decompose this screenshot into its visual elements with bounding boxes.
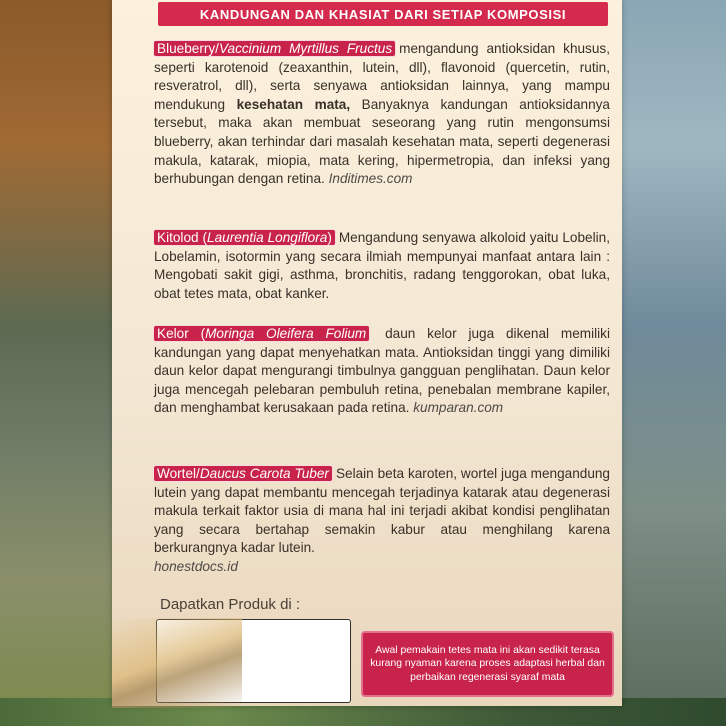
background-left xyxy=(0,0,112,726)
tag-latin-name: Laurentia Longiflora xyxy=(207,230,328,245)
tag-prefix: Blueberry/ xyxy=(157,41,219,56)
header-banner: KANDUNGAN DAN KHASIAT DARI SETIAP KOMPOSISI xyxy=(158,2,608,26)
ingredient-tag-blueberry xyxy=(154,41,395,56)
tag-latin-name: Vaccinium Myrtillus Fructus xyxy=(218,41,393,56)
source-citation: kumparan.com xyxy=(413,400,504,416)
source-citation: honestdocs.id xyxy=(154,558,238,574)
section-text: daun kelor juga dikenal memiliki kandungan yang dapat menyehatkan mata. Antioksidan tinggi yang dimiliki daun kelor dapat mengurangi timbulnya gangguan penglihatan. Daun kelor juga mencegah pelebaran pembuluh retina, penebalan membrane kapiler, dan menghambat kerusakaan pada retina. xyxy=(154,326,610,416)
section-text: Banyaknya kandungan antioksidannya tersebut, maka akan membuat seseorang yang rutin mengonsumsi blueberry, akan terhindar dari masalah kesehatan mata, seperti degenerasi makula, katarak, miopia, mata kering, hipermetropia, dan infeksi yang berhubungan dengan retina. xyxy=(154,96,610,187)
section-text: Selain beta karoten, wortel juga mengandung lutein yang dapat membantu mencegah terjadinya katarak atau degenerasi makula terkait faktor usia di mana hal ini terjadi akibat kondisi penglihatan yang secara bertahap semakin kabur atau menghilang karena berkurangnya kadar lutein. xyxy=(154,466,610,556)
tag-prefix: Wortel/ xyxy=(157,466,200,481)
usage-note-box xyxy=(361,631,614,697)
section-kitolod xyxy=(154,229,610,303)
section-kelor xyxy=(154,325,610,418)
section-wortel xyxy=(154,465,610,577)
watermark xyxy=(348,343,468,363)
product-location-box xyxy=(156,619,351,703)
ingredient-tag-wortel xyxy=(154,466,332,481)
tag-prefix: Kelor ( xyxy=(157,326,206,341)
ingredient-tag-kelor xyxy=(154,326,369,341)
ingredient-tag-kitolod xyxy=(154,230,335,245)
tag-prefix: Kitolod ( xyxy=(157,230,208,245)
section-bold-text: kesehatan mata, xyxy=(236,96,351,112)
product-card xyxy=(112,0,622,706)
cta-label: Dapatkan Produk di : xyxy=(160,596,301,613)
source-citation: Inditimes.com xyxy=(328,171,413,187)
section-blueberry xyxy=(154,40,610,189)
tag-latin-name: Moringa Oleifera Folium xyxy=(205,326,367,341)
background-right xyxy=(622,0,726,726)
section-text: mengandung antioksidan khusus, seperti karotenoid (zeaxanthin, lutein, dll), flavonoid (quercetin, rutin, resveratrol, dll), serta senyawa antioksidan lainnya, yang mampu mendukung xyxy=(154,41,610,112)
section-text: Mengandung senyawa alkoloid yaitu Lobelin, Lobelamin, isotormin yang secara ilmiah mempunyai manfaat antara lain : Mengobati sakit gigi, asthma, bronchitis, radang tenggorokan, obat luka, obat tetes mata, obat kanker. xyxy=(154,230,610,301)
usage-note-text: Awal pemakain tetes mata ini akan sedikit terasa kurang nyaman karena proses adaptasi herbal dan perbaikan regenerasi syaraf mata xyxy=(370,644,605,683)
tag-suffix: ) xyxy=(327,230,332,245)
tag-latin-name: Daucus Carota Tuber xyxy=(199,466,329,481)
